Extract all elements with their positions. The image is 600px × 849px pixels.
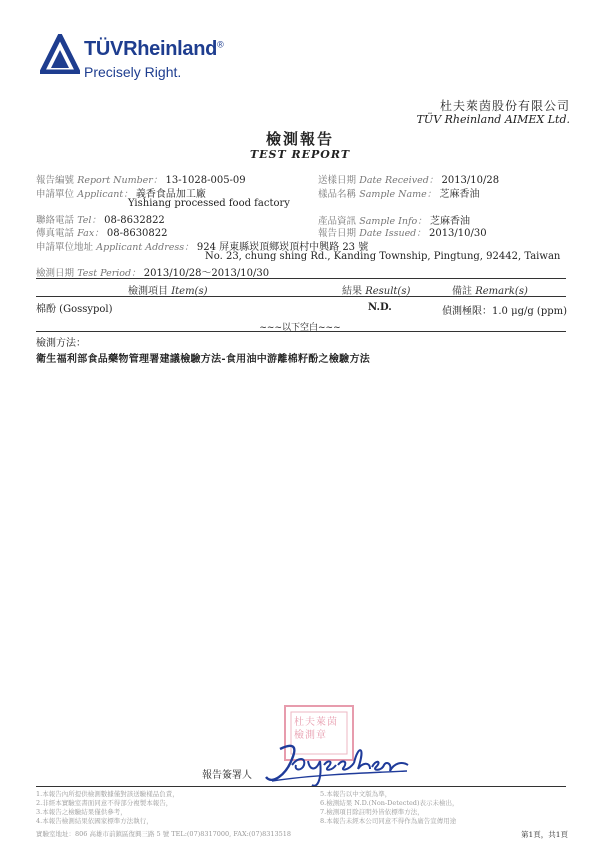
footer-note: 5.本報告以中文版為準，	[320, 790, 392, 798]
table-row-result: N.D.	[368, 302, 392, 313]
footer-note: 6.檢測結果 N.D.(Non-Detected)表示未檢出，	[320, 799, 459, 807]
logo-tagline: Precisely Right.	[84, 64, 182, 80]
company-stamp: 杜夫萊茵檢測章	[282, 703, 356, 763]
address-field: 申請單位地址 Applicant Address： 924 屏東縣崁頂鄉崁頂村中興路 23 號	[36, 242, 369, 253]
company-name-en: TÜV Rheinland AIMEX Ltd.	[416, 113, 570, 126]
applicant-field: 申請單位 Applicant： 義香食品加工廠	[36, 189, 206, 200]
header-item: 檢測項目 Item(s)	[128, 286, 208, 297]
footer-note: 1.本報告內所提供檢測數據僅對該送驗樣品負責，	[36, 790, 179, 798]
footer-note: 2.非經本實驗室書面同意不得部分複製本報告，	[36, 799, 173, 807]
method-text: 衛生福利部食品藥物管理署建議檢驗方法-食用油中游離棉籽酚之檢驗方法	[36, 354, 371, 365]
header-result: 結果 Result(s)	[342, 286, 411, 297]
sample-info-field: 產品資訊 Sample Info： 芝麻香油	[318, 216, 470, 227]
lab-address: 實驗室地址：806 高雄市前鎮區復興三路 5 號 TEL:(07)8317000, FAX:(07)8313518	[36, 830, 292, 838]
date-received-field: 送樣日期 Date Received： 2013/10/28	[318, 175, 500, 186]
table-top-rule	[36, 278, 566, 279]
blank-below-note: ~~~以下空白~~~	[259, 323, 341, 333]
table-bottom-rule	[36, 331, 566, 332]
footer-rule	[36, 786, 566, 787]
report-number-field: 報告編號 Report Number： 13-1028-005-09	[36, 175, 246, 186]
fax-field: 傳真電話 Fax： 08-8630822	[36, 228, 168, 239]
table-row-remark: 偵測極限：1.0 μg/g (ppm)	[442, 306, 568, 317]
table-header-rule	[36, 296, 566, 297]
table-row-item: 棉酚 (Gossypol)	[36, 304, 113, 315]
sample-name-field: 樣品名稱 Sample Name： 芝麻香油	[318, 189, 480, 200]
logo-wordmark: TÜVRheinland®	[84, 38, 224, 60]
report-title-en: TEST REPORT	[249, 148, 351, 161]
footer-note: 8.本報告未經本公司同意不得作為廣告宣傳用途	[320, 817, 457, 825]
company-name-cn: 杜夫萊茵股份有限公司	[439, 99, 570, 113]
method-label: 檢測方法：	[36, 338, 86, 349]
address-en: No. 23, chung shing Rd., Kanding Township, Pingtung, 92442, Taiwan	[205, 251, 561, 262]
signatory-label: 報告簽署人	[202, 770, 252, 781]
test-period-field: 檢測日期 Test Period： 2013/10/28～2013/10/30	[36, 268, 270, 279]
tel-field: 聯絡電話 Tel： 08-8632822	[36, 215, 165, 226]
footer-note: 4.本報告檢測結果依國家標準方法執行，	[36, 817, 153, 825]
date-issued-field: 報告日期 Date Issued： 2013/10/30	[318, 228, 487, 239]
footer-note: 3.本報告之檢驗結果僅供參考，	[36, 808, 127, 816]
footer-note: 7.檢測項目除註明外皆依標準方法，	[320, 808, 424, 816]
tuv-triangle-icon	[40, 34, 80, 74]
applicant-name-en: Yishiang processed food factory	[128, 198, 290, 209]
report-title-cn: 檢測報告	[265, 130, 334, 148]
tuv-logo	[40, 34, 235, 94]
page-number: 第1頁，共1頁	[520, 830, 568, 839]
header-remark: 備註 Remark(s)	[452, 286, 528, 297]
